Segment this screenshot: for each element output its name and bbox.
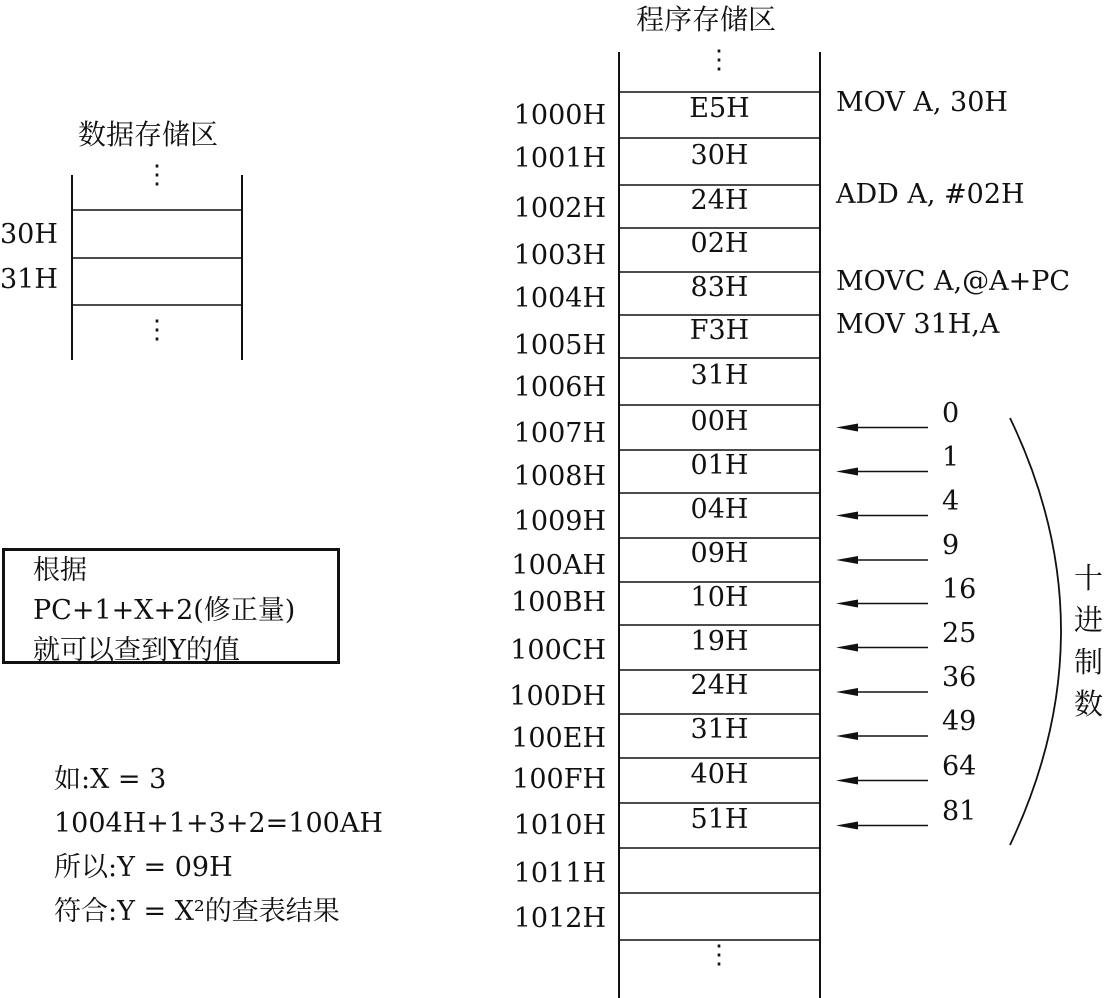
- arrow-to-cell: [836, 556, 928, 564]
- program-addr-label: 1000H: [513, 100, 606, 131]
- decimal-value: 0: [942, 397, 960, 429]
- example-text: [54, 758, 383, 934]
- decimal-value: 36: [942, 662, 977, 693]
- program-cell-value: 24H: [690, 184, 749, 216]
- arrow-to-cell: [836, 777, 928, 785]
- decimal-value: 4: [942, 485, 960, 517]
- arrow-to-cell: [836, 688, 928, 696]
- program-cell-value: 31H: [690, 359, 749, 391]
- example-line-1: 如:X = 3: [54, 764, 167, 795]
- arrow-to-cell: [836, 424, 928, 432]
- program-addr-label: 1003H: [513, 240, 606, 271]
- data-memory-top-ellipsis: ⋮: [144, 160, 170, 190]
- program-addr-label: 1012H: [513, 903, 606, 934]
- program-cell-value: 31H: [690, 714, 749, 745]
- data-memory-bottom-ellipsis: ⋮: [144, 315, 170, 345]
- program-cell-value: F3H: [689, 314, 750, 346]
- decimal-bracket: [1010, 418, 1061, 845]
- decimal-value: 49: [942, 706, 977, 737]
- program-addr-label: 1004H: [513, 283, 606, 314]
- program-cell-value: 24H: [690, 670, 749, 701]
- example-line-2: 1004H+1+3+2=100AH: [54, 808, 383, 839]
- program-cell-value: 00H: [690, 405, 749, 437]
- program-addr-label: 100CH: [510, 635, 606, 666]
- decimal-value: 64: [942, 750, 977, 782]
- program-cell-value: 04H: [690, 493, 749, 525]
- program-cell-value: 51H: [690, 803, 749, 835]
- program-cell-value: 40H: [690, 758, 749, 790]
- arrow-to-cell: [836, 600, 928, 608]
- program-cell-value: E5H: [689, 93, 750, 124]
- instruction-label: MOV 31H,A: [836, 308, 1000, 340]
- example-line-4: 符合:Y = X²的查表结果: [54, 896, 340, 927]
- program-addr-label: 100BH: [511, 587, 606, 618]
- program-memory-bottom-ellipsis: ⋮: [706, 940, 732, 970]
- arrow-to-cell: [836, 822, 928, 830]
- program-cell-value: 83H: [690, 271, 749, 303]
- program-memory-top-ellipsis: ⋮: [706, 45, 732, 75]
- program-addr-label: 1001H: [513, 143, 606, 174]
- program-addr-label: 100EH: [511, 723, 606, 754]
- data-addr-31h: 31H: [0, 264, 58, 295]
- arrow-to-cell: [836, 644, 928, 652]
- decimal-value: 25: [942, 617, 977, 649]
- program-addr-label: 1007H: [513, 418, 606, 449]
- instruction-label: MOVC A,@A+PC: [836, 265, 1071, 297]
- decimal-label-char: 十: [1074, 561, 1104, 595]
- program-addr-label: 1009H: [513, 506, 606, 537]
- data-addr-30h: 30H: [0, 219, 58, 250]
- instruction-label: MOV A, 30H: [836, 87, 1008, 118]
- program-cell-value: 10H: [690, 581, 749, 613]
- note-line-3: 就可以查到Y的值: [33, 635, 240, 666]
- program-memory-title: 程序存储区: [636, 3, 777, 36]
- program-addr-label: 1005H: [513, 330, 606, 361]
- decimal-label-char: 制: [1074, 645, 1104, 679]
- decimal-value: 81: [942, 795, 977, 827]
- program-addr-label: 1002H: [513, 193, 606, 224]
- program-addr-label: 1008H: [513, 461, 606, 492]
- decimal-label-char: 数: [1074, 687, 1104, 721]
- note-line-2: PC+1+X+2(修正量): [33, 595, 296, 626]
- example-line-3: 所以:Y = 09H: [54, 852, 233, 883]
- arrow-to-cell: [836, 512, 928, 520]
- note-line-1: 根据: [33, 555, 87, 586]
- decimal-value: 1: [942, 441, 960, 473]
- arrow-to-cell: [836, 732, 928, 740]
- program-cell-value: 02H: [690, 228, 749, 259]
- program-addr-label: 1011H: [513, 858, 606, 889]
- program-cell-value: 30H: [690, 139, 749, 171]
- program-cell-value: 19H: [690, 625, 749, 657]
- program-addr-label: 1006H: [513, 372, 606, 403]
- program-cell-value: 01H: [690, 449, 749, 481]
- instruction-label: ADD A, #02H: [836, 178, 1025, 210]
- program-cell-value: 09H: [690, 538, 749, 569]
- decimal-value: 9: [942, 530, 960, 561]
- program-addr-label: 1010H: [513, 810, 606, 841]
- decimal-value: 16: [942, 573, 977, 605]
- data-memory-title: 数据存储区: [78, 118, 219, 151]
- program-addr-label: 100FH: [512, 764, 606, 795]
- program-addr-label: 100DH: [509, 681, 606, 712]
- decimal-label-char: 进: [1074, 603, 1104, 637]
- program-addr-label: 100AH: [511, 550, 606, 581]
- arrow-to-cell: [836, 468, 928, 476]
- note-box: [2, 548, 340, 664]
